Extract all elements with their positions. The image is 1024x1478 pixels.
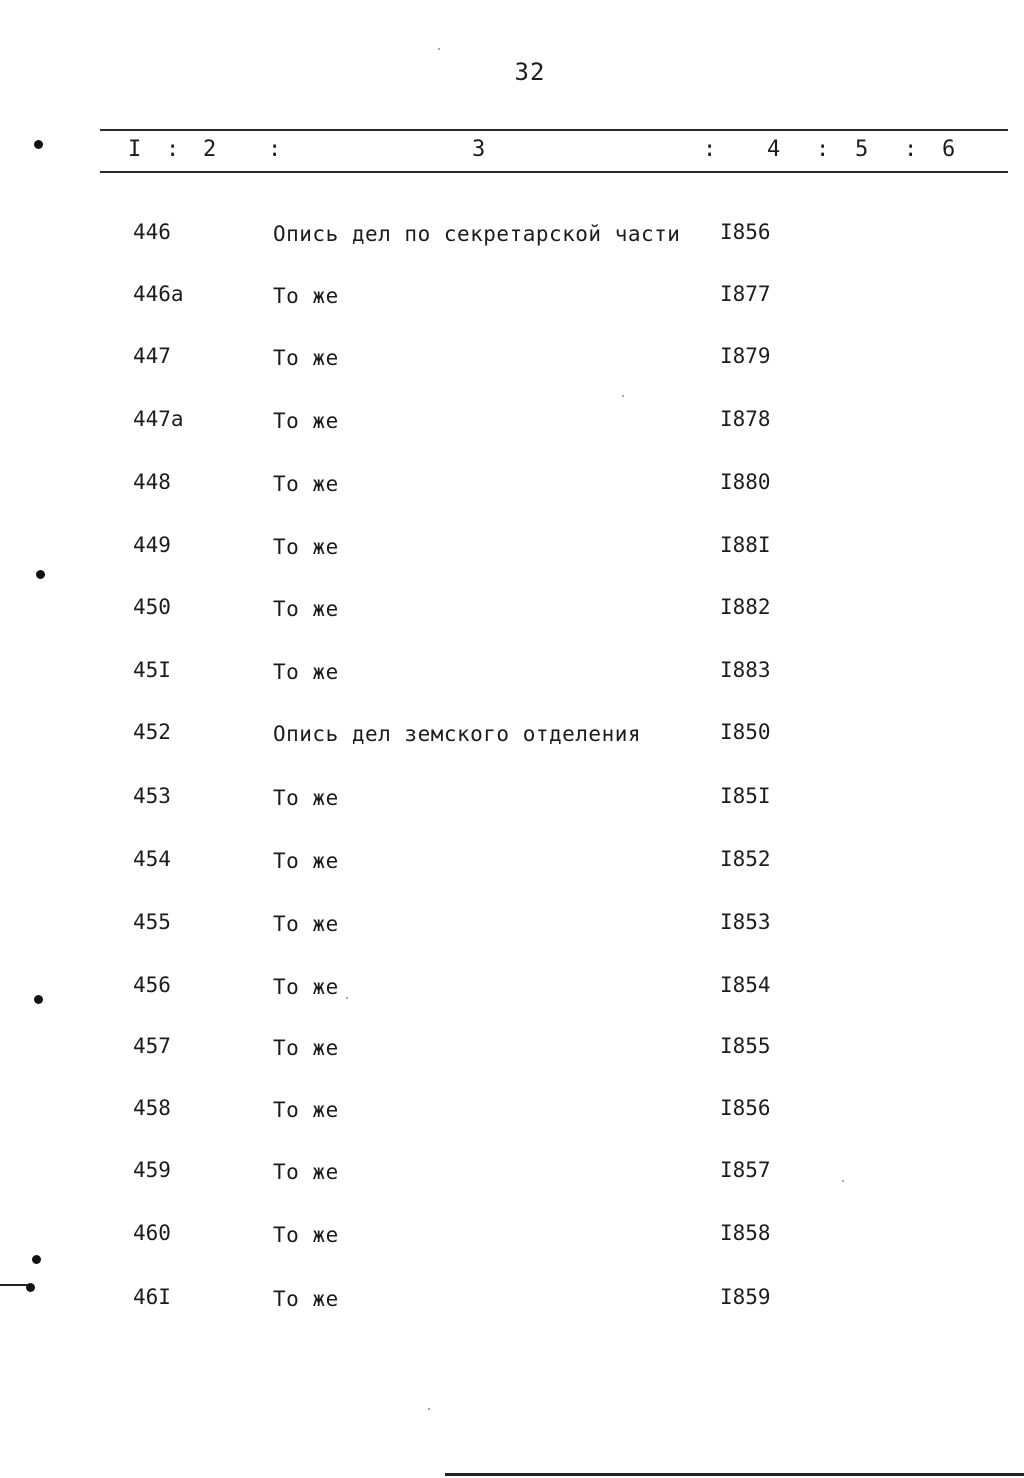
row-description: То же xyxy=(273,975,339,999)
table-row xyxy=(0,595,1024,631)
scan-speck xyxy=(428,1408,430,1410)
table-row xyxy=(0,344,1024,380)
row-number: 446а xyxy=(133,282,184,306)
row-number: 459 xyxy=(133,1158,171,1182)
row-number: 460 xyxy=(133,1221,171,1245)
header-separator: : xyxy=(166,137,180,162)
row-description: То же xyxy=(273,284,339,308)
row-number: 448 xyxy=(133,470,171,494)
row-year: I856 xyxy=(720,220,771,244)
header-col-1: I xyxy=(128,137,142,162)
margin-hole-mark xyxy=(36,570,45,579)
row-number: 455 xyxy=(133,910,171,934)
bottom-edge-rule xyxy=(445,1473,1024,1476)
table-row xyxy=(0,407,1024,443)
row-number: 452 xyxy=(133,720,171,744)
table-row xyxy=(0,784,1024,820)
row-description: То же xyxy=(273,1160,339,1184)
table-row xyxy=(0,1096,1024,1132)
row-number: 457 xyxy=(133,1034,171,1058)
row-year: I853 xyxy=(720,910,771,934)
header-separator: : xyxy=(816,137,830,162)
header-col-5: 5 xyxy=(855,137,869,162)
row-number: 453 xyxy=(133,784,171,808)
table-row xyxy=(0,1034,1024,1070)
row-number: 447а xyxy=(133,407,184,431)
table-row xyxy=(0,220,1024,256)
margin-hole-mark xyxy=(34,995,43,1004)
header-col-3: 3 xyxy=(472,137,486,162)
table-row xyxy=(0,470,1024,506)
table-row xyxy=(0,1158,1024,1194)
scan-speck xyxy=(622,395,624,397)
row-year: I858 xyxy=(720,1221,771,1245)
scan-speck xyxy=(438,48,440,50)
row-description: То же xyxy=(273,1036,339,1060)
row-number: 446 xyxy=(133,220,171,244)
row-year: I855 xyxy=(720,1034,771,1058)
header-top-rule xyxy=(100,129,1008,131)
table-row xyxy=(0,658,1024,694)
row-description: То же xyxy=(273,409,339,433)
header-col-2: 2 xyxy=(203,137,217,162)
row-year: I859 xyxy=(720,1285,771,1309)
table-row xyxy=(0,973,1024,1009)
row-year: I883 xyxy=(720,658,771,682)
header-col-6: 6 xyxy=(942,137,956,162)
row-year: I879 xyxy=(720,344,771,368)
row-number: 458 xyxy=(133,1096,171,1120)
row-year: I878 xyxy=(720,407,771,431)
scan-speck xyxy=(842,1180,844,1182)
row-year: I857 xyxy=(720,1158,771,1182)
row-description: То же xyxy=(273,597,339,621)
row-description: То же xyxy=(273,660,339,684)
row-description: То же xyxy=(273,535,339,559)
row-year: I880 xyxy=(720,470,771,494)
row-number: 45I xyxy=(133,658,171,682)
table-header xyxy=(0,135,1024,165)
table-row xyxy=(0,910,1024,946)
row-number: 450 xyxy=(133,595,171,619)
row-year: I854 xyxy=(720,973,771,997)
row-year: I856 xyxy=(720,1096,771,1120)
header-separator: : xyxy=(904,137,918,162)
table-row xyxy=(0,533,1024,569)
row-number: 449 xyxy=(133,533,171,557)
row-description: То же xyxy=(273,346,339,370)
row-year: I877 xyxy=(720,282,771,306)
table-row xyxy=(0,1285,1024,1321)
row-description: Опись дел земского отделения xyxy=(273,722,642,746)
margin-hole-mark xyxy=(34,140,43,149)
row-description: То же xyxy=(273,1223,339,1247)
header-bottom-rule xyxy=(100,171,1008,173)
table-row xyxy=(0,720,1024,756)
header-separator: : xyxy=(268,137,282,162)
row-description: То же xyxy=(273,849,339,873)
row-year: I852 xyxy=(720,847,771,871)
header-separator: : xyxy=(703,137,717,162)
row-description: То же xyxy=(273,1287,339,1311)
row-number: 46I xyxy=(133,1285,171,1309)
row-number: 456 xyxy=(133,973,171,997)
row-number: 454 xyxy=(133,847,171,871)
margin-hole-mark xyxy=(32,1255,41,1264)
row-description: То же xyxy=(273,472,339,496)
row-description: То же xyxy=(273,786,339,810)
row-description: Опись дел по секретарской части xyxy=(273,222,681,246)
row-year: I882 xyxy=(720,595,771,619)
row-description: То же xyxy=(273,1098,339,1122)
table-row xyxy=(0,282,1024,318)
page-number: 32 xyxy=(514,58,546,86)
table-row xyxy=(0,1221,1024,1257)
row-year: I85I xyxy=(720,784,771,808)
header-col-4: 4 xyxy=(767,137,781,162)
row-year: I88I xyxy=(720,533,771,557)
row-number: 447 xyxy=(133,344,171,368)
scan-speck xyxy=(346,997,348,999)
row-description: То же xyxy=(273,912,339,936)
table-row xyxy=(0,847,1024,883)
margin-line xyxy=(0,1284,28,1286)
row-year: I850 xyxy=(720,720,771,744)
